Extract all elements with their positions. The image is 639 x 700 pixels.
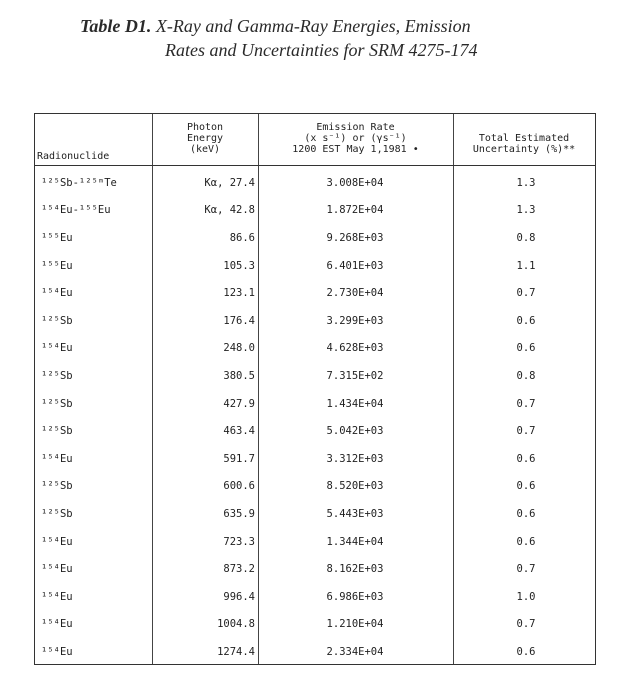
caption-line-1 xyxy=(80,14,477,38)
header-uncertainty-line: Total Estimated xyxy=(478,133,570,144)
table-row xyxy=(35,307,595,335)
table-row xyxy=(35,169,595,197)
cell-photon-energy xyxy=(155,279,255,307)
cell-emission-rate: 3.299E+03 xyxy=(326,314,384,327)
cell-radionuclide: ¹⁵⁴Eu xyxy=(41,645,73,658)
table-row xyxy=(35,252,595,280)
cell-photon-energy xyxy=(155,473,255,501)
cell-photon-energy xyxy=(155,362,255,390)
cell-radionuclide: ¹²⁵Sb xyxy=(41,480,73,493)
table-row xyxy=(35,555,595,583)
cell-emission-rate: 3.008E+04 xyxy=(326,176,384,189)
cell-photon-energy-value: 123.1 xyxy=(223,287,255,300)
cell-photon-energy-value: 176.4 xyxy=(223,314,255,327)
cell-photon-energy-value: 105.3 xyxy=(223,259,255,272)
table-row xyxy=(35,611,595,639)
caption-line-2: Rates and Uncertainties for SRM 4275-174 xyxy=(165,40,478,60)
cell-radionuclide: ¹²⁵Sb-¹²⁵ᵐTe xyxy=(41,176,117,189)
cell-uncertainty: 0.7 xyxy=(516,397,536,410)
header-uncertainty xyxy=(453,133,595,155)
header-radionuclide: Radionuclide xyxy=(37,151,110,162)
table-row xyxy=(35,390,595,418)
cell-emission-rate: 1.344E+04 xyxy=(326,535,384,548)
cell-emission-rate: 5.443E+03 xyxy=(326,507,384,520)
cell-photon-energy-value: 86.6 xyxy=(229,231,255,244)
cell-emission-rate: 6.986E+03 xyxy=(326,590,384,603)
cell-photon-energy xyxy=(155,555,255,583)
cell-radionuclide: ¹²⁵Sb xyxy=(41,314,73,327)
cell-radionuclide: ¹⁵⁴Eu xyxy=(41,342,73,355)
cell-radionuclide: ¹²⁵Sb xyxy=(41,425,73,438)
cell-photon-energy-value: 723.3 xyxy=(223,535,255,548)
cell-photon-energy xyxy=(155,390,255,418)
header-emission-rate xyxy=(258,122,453,155)
table-row xyxy=(35,279,595,307)
cell-photon-energy xyxy=(155,197,255,225)
cell-emission-rate: 8.520E+03 xyxy=(326,480,384,493)
cell-emission-rate: 8.162E+03 xyxy=(326,563,384,576)
cell-photon-energy-value: Kα, 27.4 xyxy=(204,176,255,189)
cell-emission-rate: 7.315E+02 xyxy=(326,369,384,382)
cell-uncertainty: 0.6 xyxy=(516,314,536,327)
cell-uncertainty: 0.6 xyxy=(516,507,536,520)
cell-photon-energy xyxy=(155,417,255,445)
cell-photon-energy-value: 1004.8 xyxy=(217,618,255,631)
cell-emission-rate: 6.401E+03 xyxy=(326,259,384,272)
cell-radionuclide: ¹⁵⁵Eu xyxy=(41,259,73,272)
cell-uncertainty: 0.6 xyxy=(516,342,536,355)
cell-emission-rate: 1.872E+04 xyxy=(326,204,384,217)
table-row xyxy=(35,362,595,390)
cell-emission-rate: 5.042E+03 xyxy=(326,425,384,438)
cell-photon-energy xyxy=(155,500,255,528)
caption-text-1: X-Ray and Gamma-Ray Energies, Emission xyxy=(155,16,471,36)
cell-uncertainty: 1.3 xyxy=(516,204,536,217)
table-row xyxy=(35,417,595,445)
cell-emission-rate: 3.312E+03 xyxy=(326,452,384,465)
cell-uncertainty: 0.7 xyxy=(516,563,536,576)
cell-emission-rate: 2.334E+04 xyxy=(326,645,384,658)
cell-photon-energy xyxy=(155,252,255,280)
cell-photon-energy xyxy=(155,307,255,335)
cell-photon-energy xyxy=(155,169,255,197)
header-emission-rate-line: Emission Rate xyxy=(316,122,395,133)
cell-photon-energy-value: 600.6 xyxy=(223,480,255,493)
cell-uncertainty: 0.6 xyxy=(516,535,536,548)
cell-uncertainty: 0.8 xyxy=(516,369,536,382)
cell-photon-energy xyxy=(155,224,255,252)
table-row xyxy=(35,473,595,501)
cell-radionuclide: ¹⁵⁴Eu xyxy=(41,590,73,603)
cell-emission-rate: 1.210E+04 xyxy=(326,618,384,631)
table-row xyxy=(35,500,595,528)
cell-photon-energy-value: Kα, 42.8 xyxy=(204,204,255,217)
table-row xyxy=(35,638,595,666)
cell-photon-energy xyxy=(155,335,255,363)
cell-radionuclide: ¹⁵⁴Eu xyxy=(41,535,73,548)
header-photon-energy xyxy=(152,122,258,155)
cell-photon-energy xyxy=(155,583,255,611)
cell-photon-energy-value: 635.9 xyxy=(223,507,255,520)
cell-photon-energy-value: 248.0 xyxy=(223,342,255,355)
cell-uncertainty: 0.6 xyxy=(516,480,536,493)
table-row xyxy=(35,224,595,252)
table-caption xyxy=(80,14,477,62)
cell-photon-energy-value: 463.4 xyxy=(223,425,255,438)
header-photon-energy-line: (keV) xyxy=(189,144,221,155)
cell-uncertainty: 0.6 xyxy=(516,645,536,658)
cell-photon-energy xyxy=(155,611,255,639)
cell-uncertainty: 0.7 xyxy=(516,425,536,438)
cell-emission-rate: 9.268E+03 xyxy=(326,231,384,244)
cell-photon-energy-value: 380.5 xyxy=(223,369,255,382)
cell-radionuclide: ¹⁵⁴Eu xyxy=(41,563,73,576)
cell-uncertainty: 1.0 xyxy=(516,590,536,603)
table-row xyxy=(35,335,595,363)
cell-radionuclide: ¹⁵⁴Eu xyxy=(41,452,73,465)
cell-uncertainty: 1.3 xyxy=(516,176,536,189)
cell-uncertainty: 1.1 xyxy=(516,259,536,272)
cell-photon-energy-value: 996.4 xyxy=(223,590,255,603)
table-row xyxy=(35,583,595,611)
cell-uncertainty: 0.6 xyxy=(516,452,536,465)
cell-radionuclide: ¹⁵⁵Eu xyxy=(41,231,73,244)
data-table xyxy=(34,113,596,665)
header-photon-energy-line: Energy xyxy=(186,133,224,144)
cell-emission-rate: 1.434E+04 xyxy=(326,397,384,410)
cell-radionuclide: ¹⁵⁴Eu xyxy=(41,618,73,631)
cell-photon-energy-value: 1274.4 xyxy=(217,645,255,658)
cell-radionuclide: ¹⁵⁴Eu-¹⁵⁵Eu xyxy=(41,204,111,217)
cell-uncertainty: 0.7 xyxy=(516,618,536,631)
header-emission-rate-line: (x s⁻¹) or (γs⁻¹) xyxy=(304,133,407,144)
cell-radionuclide: ¹⁵⁴Eu xyxy=(41,287,73,300)
cell-photon-energy xyxy=(155,445,255,473)
table-row xyxy=(35,445,595,473)
cell-radionuclide: ¹²⁵Sb xyxy=(41,507,73,520)
cell-photon-energy-value: 427.9 xyxy=(223,397,255,410)
header-emission-rate-line: 1200 EST May 1,1981 • xyxy=(292,144,419,155)
cell-photon-energy-value: 873.2 xyxy=(223,563,255,576)
table-label: Table D1. xyxy=(80,16,152,36)
cell-uncertainty: 0.8 xyxy=(516,231,536,244)
cell-uncertainty: 0.7 xyxy=(516,287,536,300)
header-divider xyxy=(35,165,595,166)
header-photon-energy-line: Photon xyxy=(186,122,224,133)
header-uncertainty-line: Uncertainty (%)** xyxy=(472,144,576,155)
table-row xyxy=(35,197,595,225)
cell-photon-energy-value: 591.7 xyxy=(223,452,255,465)
cell-emission-rate: 2.730E+04 xyxy=(326,287,384,300)
cell-photon-energy xyxy=(155,638,255,666)
table-row xyxy=(35,528,595,556)
cell-emission-rate: 4.628E+03 xyxy=(326,342,384,355)
cell-radionuclide: ¹²⁵Sb xyxy=(41,369,73,382)
cell-radionuclide: ¹²⁵Sb xyxy=(41,397,73,410)
cell-photon-energy xyxy=(155,528,255,556)
